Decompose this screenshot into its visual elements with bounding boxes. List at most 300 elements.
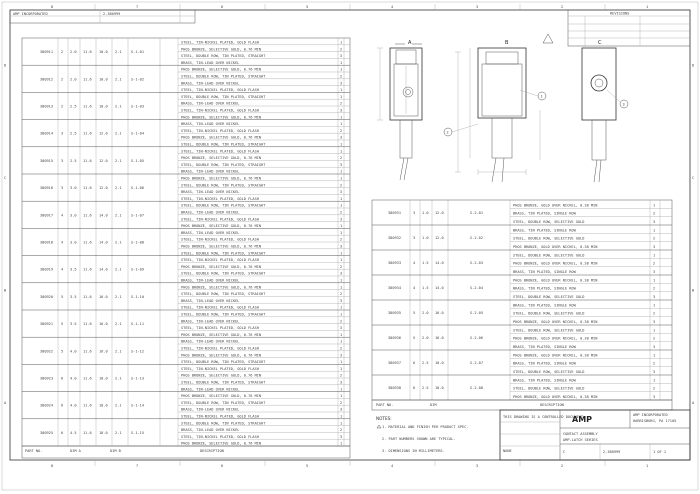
sheet-number: 1 OF 1: [653, 450, 666, 454]
code: S-1-10: [131, 294, 144, 299]
view-a: [377, 40, 422, 180]
code: S-1-04: [131, 131, 144, 136]
qty: 1: [653, 278, 656, 283]
description-line: STEEL, DOUBLE ROW, SELECTIVE GOLD: [513, 220, 585, 224]
qty: 2: [340, 74, 343, 79]
cell: 2.0: [422, 336, 429, 340]
code: S-1-13: [131, 376, 144, 381]
qty: 3: [340, 326, 343, 331]
cell: 14.0: [99, 240, 108, 245]
description-line: STEEL, DOUBLE ROW, TIN PLATED, STRAIGHT: [181, 162, 266, 167]
description-line: PHOS BRONZE, SELECTIVE GOLD, 0.76 MIN: [181, 441, 262, 446]
cell: 2: [61, 77, 64, 82]
cell: 6: [61, 430, 64, 435]
table-row: [22, 340, 350, 365]
table-row: [22, 95, 350, 120]
description-line: BRASS, TIN-LEAD OVER NICKEL: [181, 101, 240, 106]
qty: 1: [340, 421, 343, 426]
part-number: 380911: [40, 50, 53, 55]
part-number: 380913: [40, 104, 53, 109]
qty: 1: [340, 40, 343, 45]
note-2: 2. PART NUMBERS SHOWN ARE TYPICAL.: [382, 437, 456, 441]
left-footer-dimb: DIM B: [110, 449, 121, 453]
cell: 4: [61, 213, 64, 218]
left-footer-dima: DIM A: [70, 449, 81, 453]
description-line: BRASS, TIN PLATED, SINGLE ROW: [513, 286, 576, 291]
table-row: [372, 253, 672, 275]
cell: 2.1: [115, 213, 122, 218]
qty: 3: [340, 54, 343, 59]
company-name: AMP INCORPORATED: [633, 413, 668, 417]
cell: 4.0: [70, 376, 77, 381]
description-line: STEEL, TIN-NICKEL PLATED, GOLD FLASH: [181, 149, 259, 154]
cell: 6: [61, 403, 64, 408]
description-line: BRASS, TIN PLATED, SINGLE ROW: [513, 378, 576, 383]
qty: 1: [653, 253, 656, 258]
part-number: 380932: [388, 236, 401, 240]
qty: 2: [653, 211, 656, 216]
cell: 4.0: [70, 403, 77, 408]
cell: 2.1: [115, 158, 122, 163]
description-line: BRASS, TIN-LEAD OVER NICKEL: [181, 210, 240, 215]
description-line: PHOS BRONZE, SELECTIVE GOLD, 0.76 MIN: [181, 285, 262, 290]
cell: 5: [61, 322, 64, 327]
description-line: PHOS BRONZE, SELECTIVE GOLD, 0.76 MIN: [181, 224, 262, 229]
table-row: [372, 378, 672, 400]
qty: 3: [340, 108, 343, 113]
description-line: PHOS BRONZE, GOLD OVER NICKEL, 0.38 MIN: [513, 353, 598, 358]
table-row: [22, 149, 350, 174]
cell: 4: [61, 267, 64, 272]
table-row: [22, 41, 350, 66]
part-number: 380914: [40, 131, 53, 136]
description-line: STEEL, TIN-NICKEL PLATED, GOLD FLASH: [181, 196, 259, 201]
qty: 3: [340, 298, 343, 303]
part-number: 380924: [40, 403, 53, 408]
qty: 1: [340, 312, 343, 317]
part-number: 380937: [388, 361, 401, 365]
part-number: 380915: [40, 158, 53, 163]
description-line: STEEL, DOUBLE ROW, TIN PLATED, STRAIGHT: [181, 74, 266, 79]
table-row: [372, 278, 672, 300]
description-line: STEEL, DOUBLE ROW, TIN PLATED, STRAIGHT: [181, 312, 266, 317]
cell: 6: [413, 361, 416, 365]
cell: 3.5: [70, 267, 77, 272]
cell: 2.1: [115, 349, 122, 354]
cell: 3.5: [70, 294, 77, 299]
qty: 1: [340, 339, 343, 344]
zone-column-label: 6: [221, 464, 224, 468]
table-row: [22, 285, 350, 310]
zone-column-label: 1: [646, 464, 649, 468]
part-number: 380938: [388, 386, 401, 390]
qty: 1: [340, 224, 343, 229]
qty: 1: [340, 142, 343, 147]
zone-row-label: D: [692, 63, 695, 68]
qty: 2: [340, 47, 343, 52]
cell: 18.0: [99, 403, 108, 408]
table-row: [22, 394, 350, 419]
description-line: BRASS, TIN-LEAD OVER NICKEL: [181, 190, 240, 195]
description-line: STEEL, DOUBLE ROW, TIN PLATED, STRAIGHT: [181, 421, 266, 426]
description-line: STEEL, TIN-NICKEL PLATED, GOLD FLASH: [181, 366, 259, 371]
qty: 3: [653, 370, 656, 374]
cell: 16.0: [99, 322, 108, 327]
right-footer-desc: DESCRIPTION: [540, 403, 564, 407]
left-footer-partno: PART NO.: [25, 449, 43, 453]
cell: 18.0: [435, 386, 444, 390]
qty: 1: [340, 414, 343, 419]
description-line: BRASS, TIN PLATED, SINGLE ROW: [513, 228, 576, 233]
qty: 3: [340, 162, 343, 167]
zone-column-label: 3: [476, 464, 479, 468]
qty: 1: [340, 394, 343, 399]
cell: 18.0: [99, 376, 108, 381]
part-number: 380918: [40, 240, 53, 245]
qty: 1: [340, 251, 343, 256]
cell: 2.1: [115, 294, 122, 299]
description-line: STEEL, TIN-NICKEL PLATED, GOLD FLASH: [181, 237, 259, 242]
description-line: STEEL, TIN-NICKEL PLATED, GOLD FLASH: [181, 217, 259, 222]
description-line: BRASS, TIN PLATED, SINGLE ROW: [513, 270, 576, 274]
table-row: [22, 421, 350, 446]
description-line: PHOS BRONZE, GOLD OVER NICKEL, 0.38 MIN: [513, 203, 598, 208]
description-line: PHOS BRONZE, SELECTIVE GOLD, 0.76 MIN: [181, 115, 262, 120]
sheet-size: C: [563, 450, 566, 454]
view-a-label: A: [408, 40, 412, 46]
qty: 1: [340, 332, 343, 337]
cell: 4.0: [70, 349, 77, 354]
part-balloons: [444, 90, 628, 136]
cell: 2.5: [70, 158, 77, 163]
cell: 14.0: [99, 213, 108, 218]
cell: 3.0: [70, 213, 77, 218]
code: S-2-05: [470, 311, 483, 315]
description-line: STEEL, DOUBLE ROW, TIN PLATED, STRAIGHT: [181, 400, 266, 405]
cell: 2.1: [115, 403, 122, 408]
notes-title: NOTES:: [376, 416, 392, 421]
cell: 11.6: [83, 131, 92, 136]
table-row: [22, 367, 350, 392]
table-row: [22, 177, 350, 202]
left-footer-desc: DESCRIPTION: [200, 449, 224, 453]
cell: 11.6: [83, 158, 92, 163]
revision-triangle-icon: [543, 34, 553, 43]
scale-value: NONE: [503, 449, 512, 453]
cell: 6: [413, 386, 416, 390]
description-line: STEEL, DOUBLE ROW, TIN PLATED, STRAIGHT: [181, 271, 266, 276]
description-line: PHOS BRONZE, GOLD OVER NICKEL, 0.38 MIN: [513, 245, 598, 249]
note-3: 3. DIMENSIONS IN MILLIMETERS.: [382, 449, 445, 453]
description-line: STEEL, DOUBLE ROW, TIN PLATED, STRAIGHT: [181, 203, 266, 208]
right-footer-partno: PART NO.: [376, 403, 394, 407]
qty: 3: [340, 190, 343, 195]
cell: 2: [61, 50, 64, 55]
description-line: PHOS BRONZE, GOLD OVER NICKEL, 0.38 MIN: [513, 395, 598, 399]
cell: 2.0: [70, 77, 77, 82]
notes-block: [376, 416, 469, 453]
description-line: STEEL, TIN-NICKEL PLATED, GOLD FLASH: [181, 88, 259, 93]
qty: 2: [340, 101, 343, 106]
qty: 3: [340, 244, 343, 249]
description-line: STEEL, DOUBLE ROW, SELECTIVE GOLD: [513, 386, 585, 391]
description-line: PHOS BRONZE, SELECTIVE GOLD, 0.76 MIN: [181, 332, 262, 337]
qty: 2: [340, 373, 343, 378]
qty: 1: [340, 115, 343, 120]
cell: 11.6: [83, 213, 92, 218]
description-line: STEEL, DOUBLE ROW, TIN PLATED, STRAIGHT: [181, 142, 266, 147]
description-line: PHOS BRONZE, SELECTIVE GOLD, 0.76 MIN: [181, 156, 262, 161]
qty: 2: [653, 386, 656, 391]
description-line: BRASS, TIN-LEAD OVER NICKEL: [181, 169, 240, 174]
right-footer-dim: DIM: [430, 403, 437, 407]
drawing-views: [377, 40, 628, 182]
mounting-hole-icon: [591, 75, 607, 91]
cell: 3: [61, 131, 64, 136]
description-line: STEEL, DOUBLE ROW, SELECTIVE GOLD: [513, 295, 585, 299]
table-row: [372, 228, 672, 250]
part-number: 380936: [388, 336, 401, 340]
qty: 1: [653, 303, 656, 308]
title-block: [500, 410, 690, 460]
description-line: PHOS BRONZE, GOLD OVER NICKEL, 0.38 MIN: [513, 336, 598, 341]
qty: 1: [340, 441, 343, 446]
qty: 2: [340, 128, 343, 133]
zone-column-label: 7: [136, 5, 139, 9]
cell: 10.0: [99, 104, 108, 109]
cell: 11.6: [83, 376, 92, 381]
cell: 16.0: [435, 336, 444, 340]
qty: 1: [340, 176, 343, 181]
description-line: PHOS BRONZE, GOLD OVER NICKEL, 0.38 MIN: [513, 261, 598, 266]
part-number: 380935: [388, 311, 401, 315]
code: S-2-01: [470, 211, 483, 215]
qty: 3: [653, 270, 656, 274]
cell: 2.1: [115, 322, 122, 327]
cell: 2.1: [115, 131, 122, 136]
table-row: [372, 203, 672, 225]
part-number: 380923: [40, 376, 53, 381]
cell: 2.1: [115, 376, 122, 381]
qty: 1: [340, 366, 343, 371]
description-line: PHOS BRONZE, GOLD OVER NICKEL, 0.38 MIN: [513, 320, 598, 324]
part-number: 380933: [388, 261, 401, 265]
code: S-2-04: [470, 286, 483, 290]
drawing-title-line2: AMP-LATCH SERIES: [563, 438, 598, 442]
cell: 2.5: [422, 361, 429, 365]
zone-column-label: 2: [561, 5, 564, 9]
cell: 11.6: [83, 77, 92, 82]
qty: 2: [653, 361, 656, 366]
cell: 3.0: [70, 186, 77, 191]
qty: 2: [653, 236, 656, 241]
cell: 10.0: [99, 50, 108, 55]
cell: 11.6: [83, 104, 92, 109]
cell: 2.5: [422, 386, 429, 390]
cell: 11.6: [83, 322, 92, 327]
cell: 2.1: [115, 240, 122, 245]
qty: 1: [340, 122, 343, 127]
code: S-2-07: [470, 361, 483, 365]
qty: 1: [340, 67, 343, 72]
cell: 3: [413, 211, 416, 215]
cell: 11.6: [83, 430, 92, 435]
code: S-2-06: [470, 336, 483, 340]
qty: 2: [340, 292, 343, 297]
qty: 2: [340, 346, 343, 351]
cell: 10.0: [99, 77, 108, 82]
description-line: BRASS, TIN-LEAD OVER NICKEL: [181, 387, 240, 392]
part-number: 380934: [388, 286, 401, 290]
cell: 5: [413, 336, 416, 340]
part-number: 380916: [40, 186, 53, 191]
zone-row-label: B: [692, 288, 695, 293]
qty: 2: [340, 210, 343, 215]
description-line: STEEL, TIN-NICKEL PLATED, GOLD FLASH: [181, 434, 259, 439]
cell: 12.0: [99, 186, 108, 191]
qty: 1: [340, 196, 343, 201]
cell: 11.6: [83, 349, 92, 354]
zone-column-label: 4: [391, 464, 394, 468]
description-line: PHOS BRONZE, SELECTIVE GOLD, 0.76 MIN: [181, 373, 262, 378]
part-number: 380920: [40, 294, 53, 299]
right-part-table: [372, 200, 672, 410]
description-line: STEEL, TIN-NICKEL PLATED, GOLD FLASH: [181, 108, 259, 113]
controlled-doc-note: THIS DRAWING IS A CONTROLLED DOCUMENT: [503, 415, 584, 419]
cell: 12.0: [435, 211, 444, 215]
description-line: PHOS BRONZE, SELECTIVE GOLD, 0.76 MIN: [181, 47, 262, 52]
part-number: 380922: [40, 349, 53, 354]
qty: 3: [340, 81, 343, 86]
qty: 1: [340, 149, 343, 154]
description-line: PHOS BRONZE, SELECTIVE GOLD, 0.76 MIN: [181, 264, 262, 269]
qty: 1: [340, 305, 343, 310]
qty: 3: [340, 217, 343, 222]
qty: 3: [340, 135, 343, 140]
qty: 3: [340, 380, 343, 385]
code: S-1-11: [131, 322, 144, 327]
table-row: [372, 353, 672, 375]
qty: 2: [340, 400, 343, 405]
qty: 1: [340, 360, 343, 365]
cell: 11.6: [83, 294, 92, 299]
description-line: PHOS BRONZE, SELECTIVE GOLD, 0.76 MIN: [181, 135, 262, 140]
code: S-2-08: [470, 386, 483, 390]
description-line: STEEL, DOUBLE ROW, TIN PLATED, STRAIGHT: [181, 380, 266, 385]
description-line: BRASS, TIN-LEAD OVER NICKEL: [181, 278, 240, 283]
description-line: STEEL, TIN-NICKEL PLATED, GOLD FLASH: [181, 305, 259, 310]
company-address: HARRISBURG, PA 17105: [633, 419, 677, 423]
cell: 11.6: [83, 403, 92, 408]
description-line: STEEL, DOUBLE ROW, SELECTIVE GOLD: [513, 328, 585, 333]
description-line: STEEL, TIN-NICKEL PLATED, GOLD FLASH: [181, 40, 259, 45]
table-row: [22, 122, 350, 147]
svg-text:1: 1: [540, 94, 543, 99]
qty: 2: [340, 237, 343, 242]
qty: 3: [340, 434, 343, 439]
qty: 2: [653, 286, 656, 291]
description-line: BRASS, TIN-LEAD OVER NICKEL: [181, 81, 240, 86]
table-row: [22, 204, 350, 229]
qty: 1: [653, 378, 656, 383]
code: S-1-05: [131, 158, 144, 163]
cell: 11.6: [83, 267, 92, 272]
view-c-label: C: [598, 40, 602, 46]
cell: 3: [413, 236, 416, 240]
description-line: BRASS, TIN PLATED, SINGLE ROW: [513, 303, 576, 308]
description-line: BRASS, TIN-LEAD OVER NICKEL: [181, 428, 240, 433]
cell: 2.5: [70, 131, 77, 136]
drawing-number: 2-380999: [603, 450, 621, 454]
cell: 4.5: [70, 430, 77, 435]
top-left-strip: [10, 10, 195, 23]
cell: 18.0: [99, 430, 108, 435]
description-line: PHOS BRONZE, GOLD OVER NICKEL, 0.38 MIN: [513, 278, 598, 283]
cell: 2.1: [115, 104, 122, 109]
part-number: 380921: [40, 322, 53, 327]
cell: 16.0: [99, 349, 108, 354]
cell: 2.1: [115, 77, 122, 82]
zone-column-label: 5: [306, 464, 309, 468]
table-row: [372, 303, 672, 325]
cell: 12.0: [435, 236, 444, 240]
cell: 5: [61, 349, 64, 354]
zone-column-label: 8: [51, 5, 54, 9]
table-row: [372, 328, 672, 350]
description-line: STEEL, DOUBLE ROW, TIN PLATED, STRAIGHT: [181, 183, 266, 188]
qty: 3: [340, 407, 343, 412]
description-line: STEEL, DOUBLE ROW, TIN PLATED, STRAIGHT: [181, 54, 266, 59]
qty: 2: [340, 156, 343, 161]
qty: 2: [340, 319, 343, 324]
qty: 2: [653, 336, 656, 341]
qty: 3: [653, 345, 656, 349]
description-line: STEEL, TIN-NICKEL PLATED, GOLD FLASH: [181, 346, 259, 351]
cell: 1.0: [422, 211, 429, 215]
cell: 2.5: [70, 104, 77, 109]
note-flag-icon: [377, 425, 381, 428]
qty: 1: [653, 353, 656, 358]
table-row: [22, 231, 350, 256]
table-row: [22, 258, 350, 283]
qty: 3: [653, 245, 656, 249]
zone-column-label: 1: [646, 5, 649, 9]
company-logo: AMP: [572, 415, 593, 424]
cell: 12.0: [99, 158, 108, 163]
code: S-1-08: [131, 240, 144, 245]
description-line: BRASS, TIN-LEAD OVER NICKEL: [181, 230, 240, 235]
description-line: BRASS, TIN-LEAD OVER NICKEL: [181, 407, 240, 412]
code: S-1-02: [131, 77, 144, 82]
description-line: BRASS, TIN PLATED, SINGLE ROW: [513, 361, 576, 366]
zone-column-label: 5: [306, 5, 309, 9]
description-line: STEEL, DOUBLE ROW, SELECTIVE GOLD: [513, 370, 585, 374]
cell: 2.0: [422, 311, 429, 315]
description-line: STEEL, DOUBLE ROW, SELECTIVE GOLD: [513, 311, 585, 316]
zone-column-label: 6: [221, 5, 224, 9]
cell: 2.1: [115, 50, 122, 55]
description-line: STEEL, TIN-NICKEL PLATED, GOLD FLASH: [181, 128, 259, 133]
cell: 16.0: [435, 311, 444, 315]
code: S-1-14: [131, 403, 144, 408]
cell: 3.5: [70, 322, 77, 327]
zone-column-label: 3: [476, 5, 479, 9]
description-line: BRASS, TIN PLATED, SINGLE ROW: [513, 211, 576, 216]
view-c: [403, 40, 616, 182]
code: S-1-15: [131, 430, 144, 435]
drawing-title-line1: CONTACT ASSEMBLY: [563, 432, 598, 436]
code: S-1-06: [131, 186, 144, 191]
